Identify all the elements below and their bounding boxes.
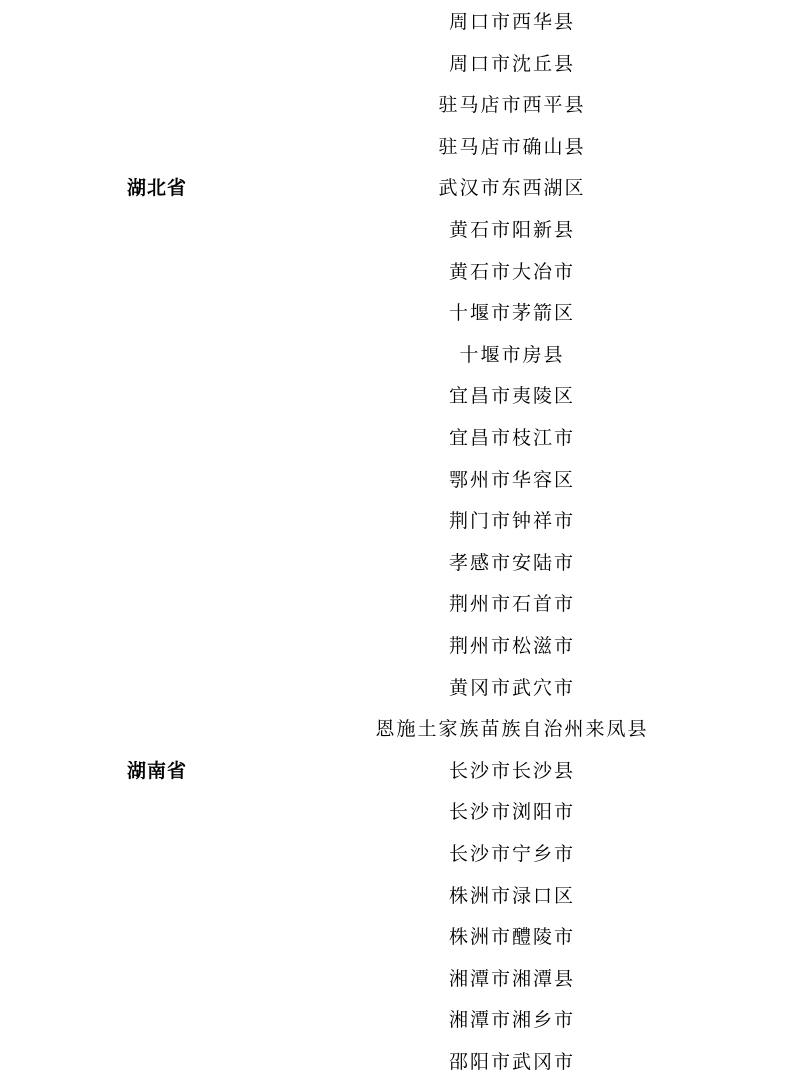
list-item xyxy=(0,1044,791,1086)
county-name: 株洲市渌口区 xyxy=(448,884,576,907)
list-item xyxy=(0,586,791,628)
county-name: 荆州市松滋市 xyxy=(448,635,576,657)
county-name: 荆州市石首市 xyxy=(448,593,576,616)
list-item xyxy=(0,794,791,836)
county-name: 十堰市房县 xyxy=(459,343,565,366)
list-item xyxy=(0,170,791,212)
county-name: 周口市西华县 xyxy=(448,11,576,33)
province-label: 湖南省 xyxy=(127,759,188,782)
county-name: 驻马店市确山县 xyxy=(438,135,586,158)
list-item xyxy=(0,87,791,129)
list-item xyxy=(0,254,791,296)
county-name: 周口市沈丘县 xyxy=(448,52,576,75)
county-name: 邵阳市武冈市 xyxy=(448,1051,576,1073)
county-name: 宜昌市夷陵区 xyxy=(448,385,576,408)
county-name: 孝感市安陆市 xyxy=(448,551,576,574)
county-name: 株洲市醴陵市 xyxy=(448,926,576,949)
list-item xyxy=(0,628,791,670)
county-name: 驻马店市西平县 xyxy=(438,94,586,117)
list-item xyxy=(0,545,791,587)
county-name: 十堰市茅箭区 xyxy=(448,302,576,325)
list-item xyxy=(0,503,791,545)
list-item xyxy=(0,753,791,795)
list-item xyxy=(0,212,791,254)
list-item xyxy=(0,961,791,1003)
list-item xyxy=(0,711,791,753)
county-name: 湘潭市湘潭县 xyxy=(448,967,576,990)
county-name: 长沙市宁乡市 xyxy=(448,843,576,865)
list-item xyxy=(0,836,791,878)
county-name: 荆门市钟祥市 xyxy=(448,510,576,533)
county-name: 黄石市阳新县 xyxy=(448,219,576,241)
county-name: 恩施土家族苗族自治州来凤县 xyxy=(375,718,649,741)
county-name: 鄂州市华容区 xyxy=(448,468,576,491)
county-name: 黄冈市武穴市 xyxy=(448,676,576,699)
province-label: 湖北省 xyxy=(127,177,188,200)
list-item xyxy=(0,337,791,379)
county-name: 长沙市长沙县 xyxy=(448,759,576,782)
list-item xyxy=(0,462,791,504)
list-item xyxy=(0,4,791,46)
list-item xyxy=(0,878,791,920)
county-name: 宜昌市枝江市 xyxy=(448,427,576,449)
list-item xyxy=(0,129,791,171)
county-name: 黄石市大冶市 xyxy=(448,260,576,283)
county-name: 武汉市东西湖区 xyxy=(438,177,586,200)
list-item xyxy=(0,919,791,961)
list-item xyxy=(0,420,791,462)
list-item xyxy=(0,670,791,712)
list-item xyxy=(0,295,791,337)
list-item xyxy=(0,378,791,420)
list-item xyxy=(0,1002,791,1044)
list-item xyxy=(0,46,791,88)
county-name: 长沙市浏阳市 xyxy=(448,801,576,824)
county-name: 湘潭市湘乡市 xyxy=(448,1009,576,1032)
